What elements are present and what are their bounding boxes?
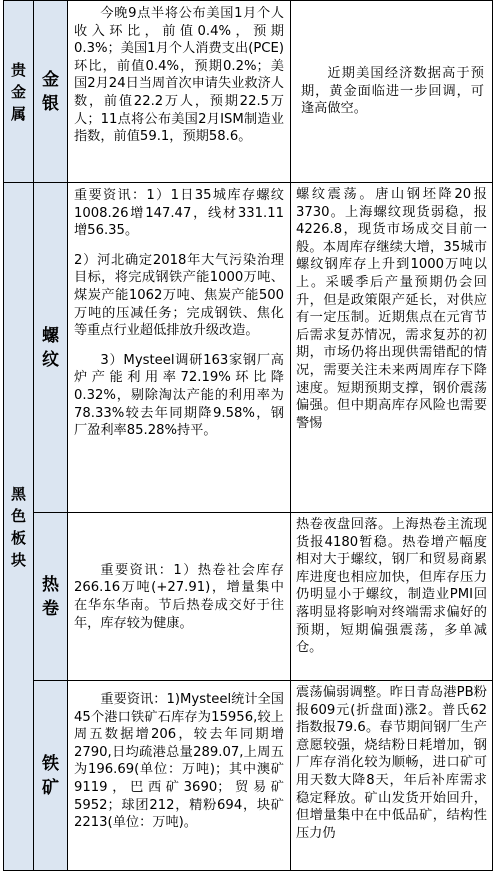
product-label: 热卷	[42, 574, 59, 619]
view-cell	[291, 1, 493, 183]
market-commentary-table	[3, 0, 493, 871]
table-row	[4, 513, 493, 681]
news-cell	[68, 1, 291, 183]
news-paragraph-2: 2）河北确定2018年大气污染治理目标，将完成钢铁产能1000万吨、煤炭产能1062万吨、焦炭产能500万吨的压减任务；完成钢铁、焦化等重点行业超低排放升级改造。	[74, 252, 284, 339]
product-cell-gold-silver	[34, 1, 68, 183]
view-text: 近期美国经济数据高于预期，黄金面临进一步回调，可逢高做空。	[301, 66, 484, 117]
product-cell-rebar	[34, 183, 68, 513]
news-text: 重要资讯：1）热卷社会库存266.16万吨(+27.91)，增量集中在华东华南。节后热卷成交好于往年，库存较为健康。	[74, 562, 284, 631]
news-cell	[68, 513, 291, 681]
view-text: 震荡偏弱调整。昨日青岛港PB粉报609元(折盘面)涨2。普氏62指数报79.6。春节期间钢厂生产意愿较强，烧结粉日耗增加，钢厂库存消化较为顺畅，进口矿可用天数大降8天，年后补库需求稳定释放。矿山发货开始回升，但增量集中在中低品矿，结构性压力仍	[296, 685, 487, 841]
category-cell-ferrous	[4, 183, 34, 871]
view-text: 螺纹震荡。唐山钢坯降20报3730。上海螺纹现货弱稳，报4226.8，现货市场成交目前一般。本周库存继续大增，35城市螺纹钢库存上升到1000万吨以上。采暖季后产量预期仍会回升，但是政策限产延长，对供应有一定压制。近期焦点在元宵节后需求复苏情况，需求复苏的初期，市场仍将出现供需错配的情况，需要关注未来两周库存下降速度。短期预期支撑，钢价震荡偏强。但中期高库存风险也需要警惕	[296, 187, 487, 431]
table-row	[4, 183, 493, 513]
product-cell-iron-ore	[34, 681, 68, 871]
product-label: 螺纹	[42, 325, 59, 370]
table-row	[4, 1, 493, 183]
category-label: 黑色板块	[10, 484, 26, 569]
news-cell	[68, 183, 291, 513]
news-paragraph-3: 3）Mysteel调研163家钢厂高炉产能利用率72.19%环比降0.32%，剔除淘汰产能的利用率为78.33%较去年同期降9.58%，钢厂盈利率85.28%持平。	[74, 352, 284, 439]
news-text: 今晚9点半将公布美国1月个人收入环比，前值0.4%，预期0.3%；美国1月个人消费支出(PCE)环比，前值0.4%，预期0.2%；美国2月24日当周首次申请失业救济人数，前值22.2万人，预期22.5万人；11点将公布美国2月ISM制造业指数，前值59.1，预期58.6。	[74, 6, 284, 145]
product-cell-hot-coil	[34, 513, 68, 681]
product-label: 金银	[42, 69, 59, 114]
news-cell	[68, 681, 291, 871]
view-text: 热卷夜盘回落。上海热卷主流现货报4180暂稳。热卷增产幅度相对大于螺纹，钢厂和贸易商累库进度也相应加快，但库存压力仍明显小于螺纹，制造业PMI回落明显将影响对终端需求偏好的预期，短期偏强震荡，多单减仓。	[296, 517, 487, 656]
news-paragraph-1: 重要资讯：1）1日35城库存螺纹1008.26增147.47，线材331.11增56.35。	[74, 188, 284, 239]
category-label: 贵金属	[10, 60, 26, 123]
table-row	[4, 681, 493, 871]
view-cell	[291, 513, 493, 681]
category-cell-precious-metals	[4, 1, 34, 183]
product-label: 铁矿	[42, 753, 59, 798]
view-cell	[291, 183, 493, 513]
news-text: 重要资讯：1)Mysteel统计全国45个港口铁矿石库存为15956,较上周五数据增206，较去年同期增2790,日均疏港总量289.07,上周五为196.69(单位：万吨)；其中澳矿9119，巴西矿3690；贸易矿5952；球团212，精粉694，块矿2213(单位：万吨)。	[74, 692, 284, 831]
view-cell	[291, 681, 493, 871]
